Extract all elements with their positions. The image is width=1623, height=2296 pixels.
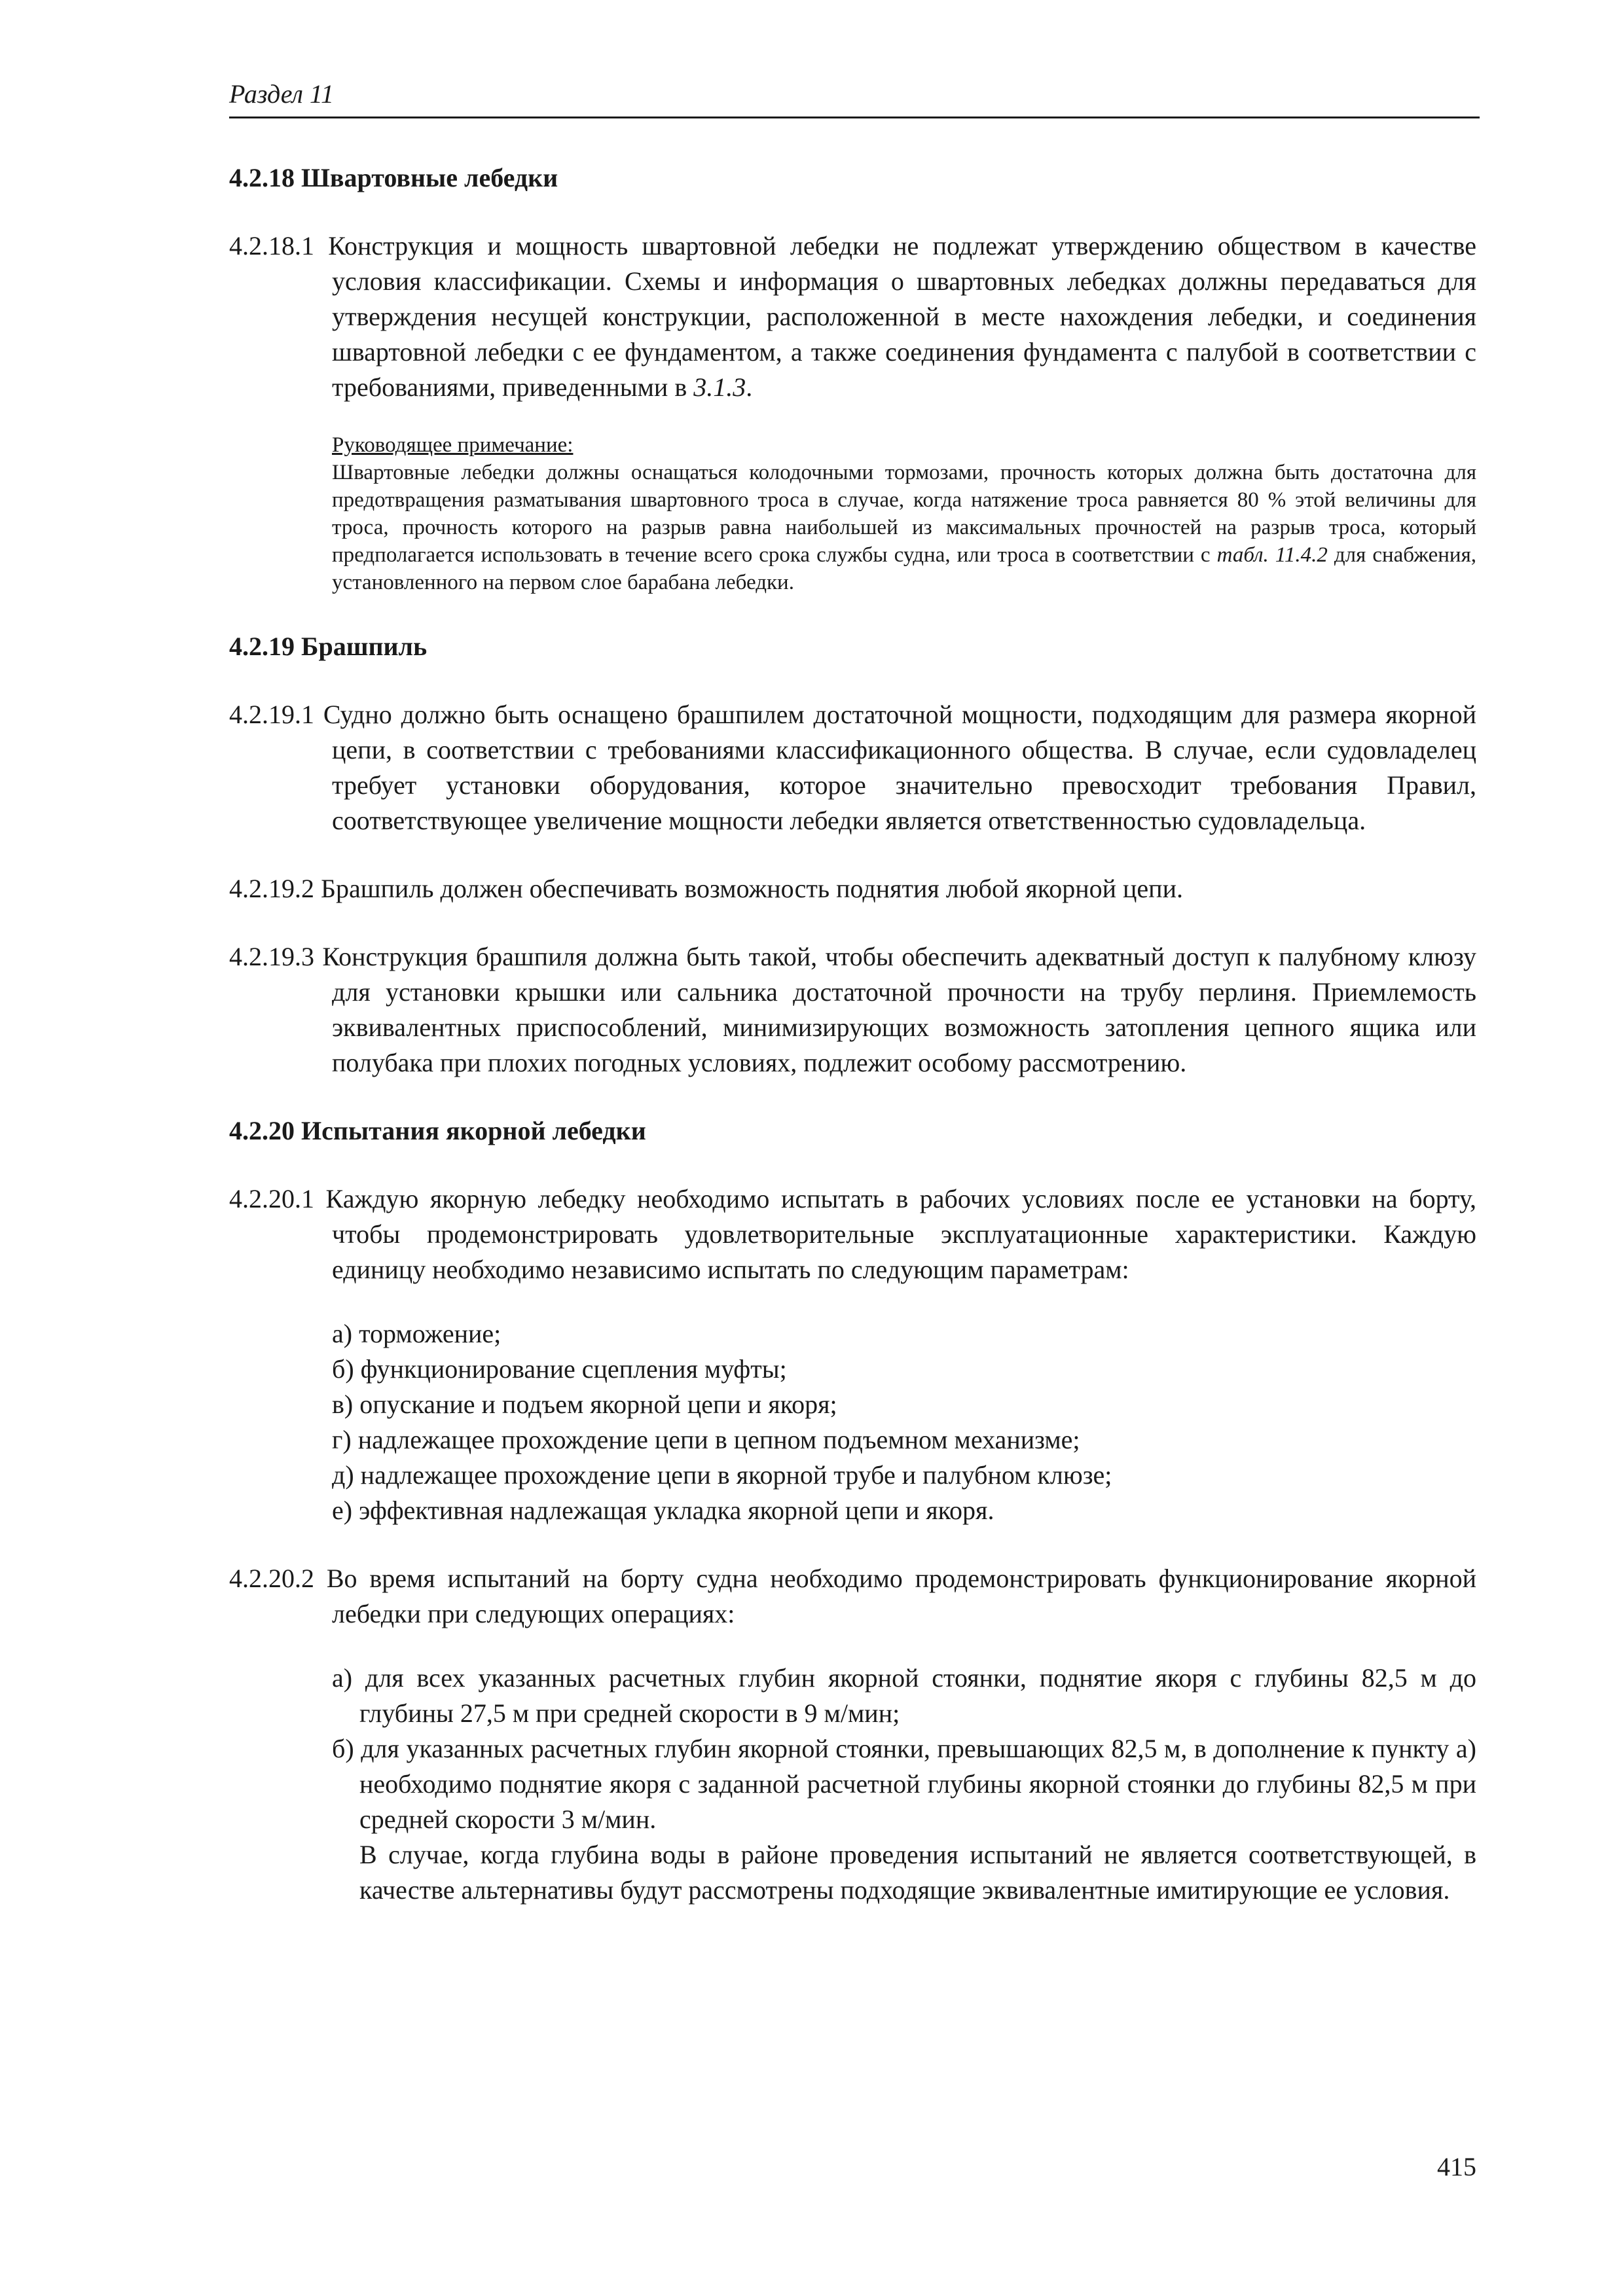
running-header xyxy=(229,77,1480,118)
heading-4-2-20: 4.2.20 Испытания якорной лебедки xyxy=(229,1116,646,1145)
list-item: в) опускание и подъем якорной цепи и якоря; xyxy=(332,1390,837,1419)
list-item: б) для указанных расчетных глубин якорной стоянки, превышающих 82,5 м, в дополнение к пункту а) необходимо поднятие якоря с заданной расчетной глубины якорной стоянки до глубины 82,5 м при средней скорости 3 м/мин. xyxy=(332,1734,1476,1834)
heading-4-2-19: 4.2.19 Брашпиль xyxy=(229,632,428,661)
test-parameters-list xyxy=(332,1316,1476,1528)
paragraph-4-2-20-2: 4.2.20.2 Во время испытаний на борту судна необходимо продемонстрировать функционирование якорной лебедки при следующих операциях: xyxy=(229,1564,1476,1628)
page-number: 415 xyxy=(1437,2152,1476,2181)
note-text xyxy=(332,459,1476,596)
note-title: Руководящее примечание: xyxy=(332,433,574,457)
paragraph-4-2-19-3: 4.2.19.3 Конструкция брашпиля должна быть такой, чтобы обеспечить адекватный доступ к палубному клюзу для установки крышки или сальника достаточной прочности на трубу перлиня. Приемлемость эквивалентных приспособлений, минимизирующих возможность затопления цепного ящика или полубака при плохих погодных условиях, подлежит особому рассмотрению. xyxy=(229,942,1476,1077)
heading-4-2-18: 4.2.18 Швартовные лебедки xyxy=(229,163,558,192)
list-continuation: В случае, когда глубина воды в районе проведения испытаний не является соответствующей, в качестве альтернативы будут рассмотрены подходящие эквивалентные имитирующие ее условия. xyxy=(359,1840,1476,1905)
list-item: б) функционирование сцепления муфты; xyxy=(332,1354,787,1384)
operations-list xyxy=(332,1660,1476,1908)
paragraph-4-2-19-1: 4.2.19.1 Судно должно быть оснащено брашпилем достаточной мощности, подходящим для размера якорной цепи, в соответствии с требованиями классификационного общества. В случае, если судовладелец требует установки оборудования, которое значительно превосходит требования Правил, соответствующее увеличение мощности лебедки является ответственностью судовладельца. xyxy=(229,700,1476,835)
list-item: а) для всех указанных расчетных глубин якорной стоянки, поднятие якоря с глубины 82,5 м до глубины 27,5 м при средней скорости в 9 м/мин; xyxy=(332,1663,1476,1728)
document-body xyxy=(229,160,1476,1941)
paragraph-4-2-20-1: 4.2.20.1 Каждую якорную лебедку необходимо испытать в рабочих условиях после ее установки на борту, чтобы продемонстрировать удовлетворительные эксплуатационные характеристики. Каждую единицу необходимо независимо испытать по следующим параметрам: xyxy=(229,1184,1476,1284)
guidance-note xyxy=(332,431,1476,596)
list-item: г) надлежащее прохождение цепи в цепном подъемном механизме; xyxy=(332,1425,1080,1454)
paragraph-text: 4.2.18.1 Конструкция и мощность швартовной лебедки не подлежат утверждению обществом в качестве условия классификации. Схемы и информация о швартовных лебедках должны передаваться для утверждения несущей конструкции, расположенной в месте нахождения лебедки, и соединения швартовной лебедки с ее фундаментом, а также соединения фундамента с палубой в соответствии с требованиями, приведенными в xyxy=(229,231,1476,402)
list-item: е) эффективная надлежащая укладка якорной цепи и якоря. xyxy=(332,1496,994,1525)
list-item: д) надлежащее прохождение цепи в якорной трубе и палубном клюзе; xyxy=(332,1460,1112,1490)
note-tail: для снабжения, установленного на первом слое барабана лебедки. xyxy=(332,543,1476,594)
paragraph-tail: . xyxy=(746,372,753,402)
table-reference: табл. 11.4.2 xyxy=(1216,543,1328,567)
cross-reference: 3.1.3 xyxy=(693,372,746,402)
paragraph-4-2-19-2: 4.2.19.2 Брашпиль должен обеспечивать возможность поднятия любой якорной цепи. xyxy=(229,874,1183,903)
paragraph-4-2-18-1 xyxy=(229,228,1476,405)
list-item: а) торможение; xyxy=(332,1319,501,1348)
note-body: Швартовные лебедки должны оснащаться колодочными тормозами, прочность которых должна быть достаточна для предотвращения разматывания швартовного троса в случае, когда натяжение троса равняется 80 % этой величины для троса, прочность которого на разрыв равна наибольшей из максимальных прочностей на разрыв троса, который предполагается использовать в течение всего срока службы судна, или троса в соответствии с xyxy=(332,461,1476,567)
section-label: Раздел 11 xyxy=(229,79,334,109)
